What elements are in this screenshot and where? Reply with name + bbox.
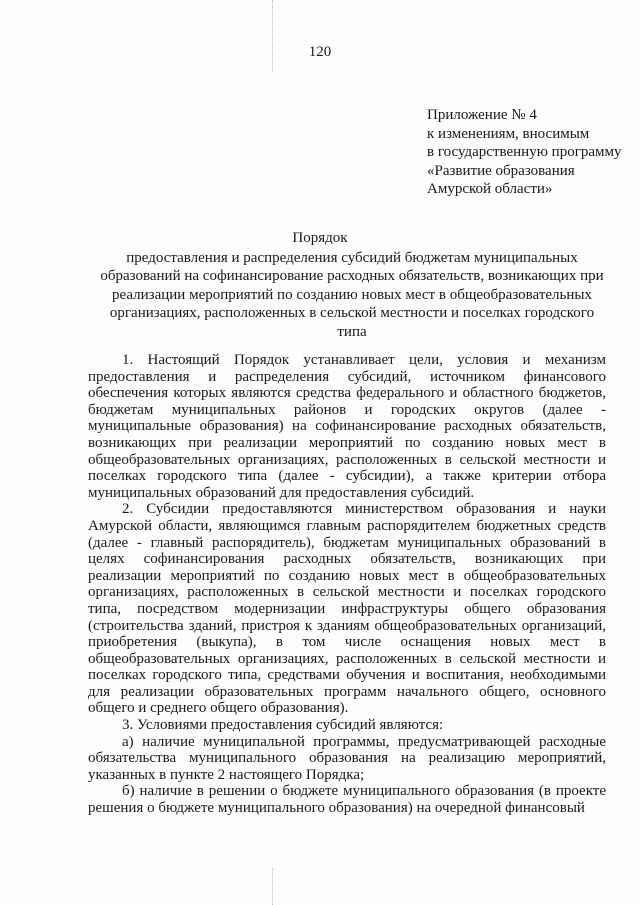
subtitle-line: предоставления и распределения субсидий бюджетам муниципальных — [126, 250, 578, 266]
paragraph-3a: а) наличие муниципальной программы, предусматривающей расходные обязательства муниципального образования на реализацию мероприятий, указанных в пункте 2 настоящего Порядка; — [88, 733, 606, 783]
appendix-line: в государственную программу — [427, 144, 622, 160]
page-number: 120 — [308, 44, 332, 60]
document-body — [88, 352, 606, 817]
scan-fold-line-bottom — [272, 868, 273, 905]
subtitle-line: типа — [337, 323, 367, 340]
subtitle-line: реализации мероприятий по созданию новых мест в общеобразовательных — [112, 286, 592, 303]
appendix-line: Приложение № 4 — [427, 107, 537, 123]
document-subtitle — [92, 249, 612, 341]
subtitle-line: организациях, расположенных в сельской местности и поселках городского — [109, 305, 595, 322]
paragraph-2: 2. Субсидии предоставляются министерством образования и науки Амурской области, являющимся главным распорядителем бюджетных средств (далее - главный распорядитель), бюджетам муниципальных образований в целях софинансирования расходных обязательств, возникающих при реализации мероприятий по созданию новых мест в общеобразовательных организациях, расположенных в сельской местности и поселках городского типа, посредством модернизации инфраструктуры общего образования (строительства зданий, пристроя к зданиям общеобразовательных организаций, приобретения (выкупа), в том числе оснащения новых мест в общеобразовательных организациях, расположенных в сельской местности и поселках городского типа, средствами обучения и воспитания, необходимыми для реализации образовательных программ начального общего, основного общего и среднего общего образования). — [88, 501, 606, 717]
paragraph-3b: б) наличие в решении о бюджете муниципального образования (в проекте решения о бюджете муниципального образования) на очередной финансовый — [88, 783, 606, 817]
appendix-line: к изменениям, вносимым — [427, 125, 590, 142]
appendix-line: «Развитие образования — [427, 162, 575, 179]
document-title: Порядок — [292, 230, 348, 246]
scan-fold-line-top — [272, 0, 273, 72]
subtitle-line: образований на софинансирование расходных обязательств, возникающих при — [100, 268, 604, 285]
appendix-block — [427, 106, 632, 199]
paragraph-1: 1. Настоящий Порядок устанавливает цели, условия и механизм предоставления и распределения субсидий, источником финансового обеспечения которых являются средства федерального и областного бюджетов, бюджетам муниципальных районов и городских округов (далее - муниципальные образования) на софинансирование расходных обязательств, возникающих при реализации мероприятий по созданию новых мест в общеобразовательных организациях, расположенных в сельской местности и поселках городского типа (далее - субсидии), а также критерии отбора муниципальных образований для предоставления субсидий. — [88, 352, 606, 501]
paragraph-3: 3. Условиями предоставления субсидий являются: — [122, 717, 444, 734]
appendix-line: Амурской области» — [427, 181, 553, 197]
